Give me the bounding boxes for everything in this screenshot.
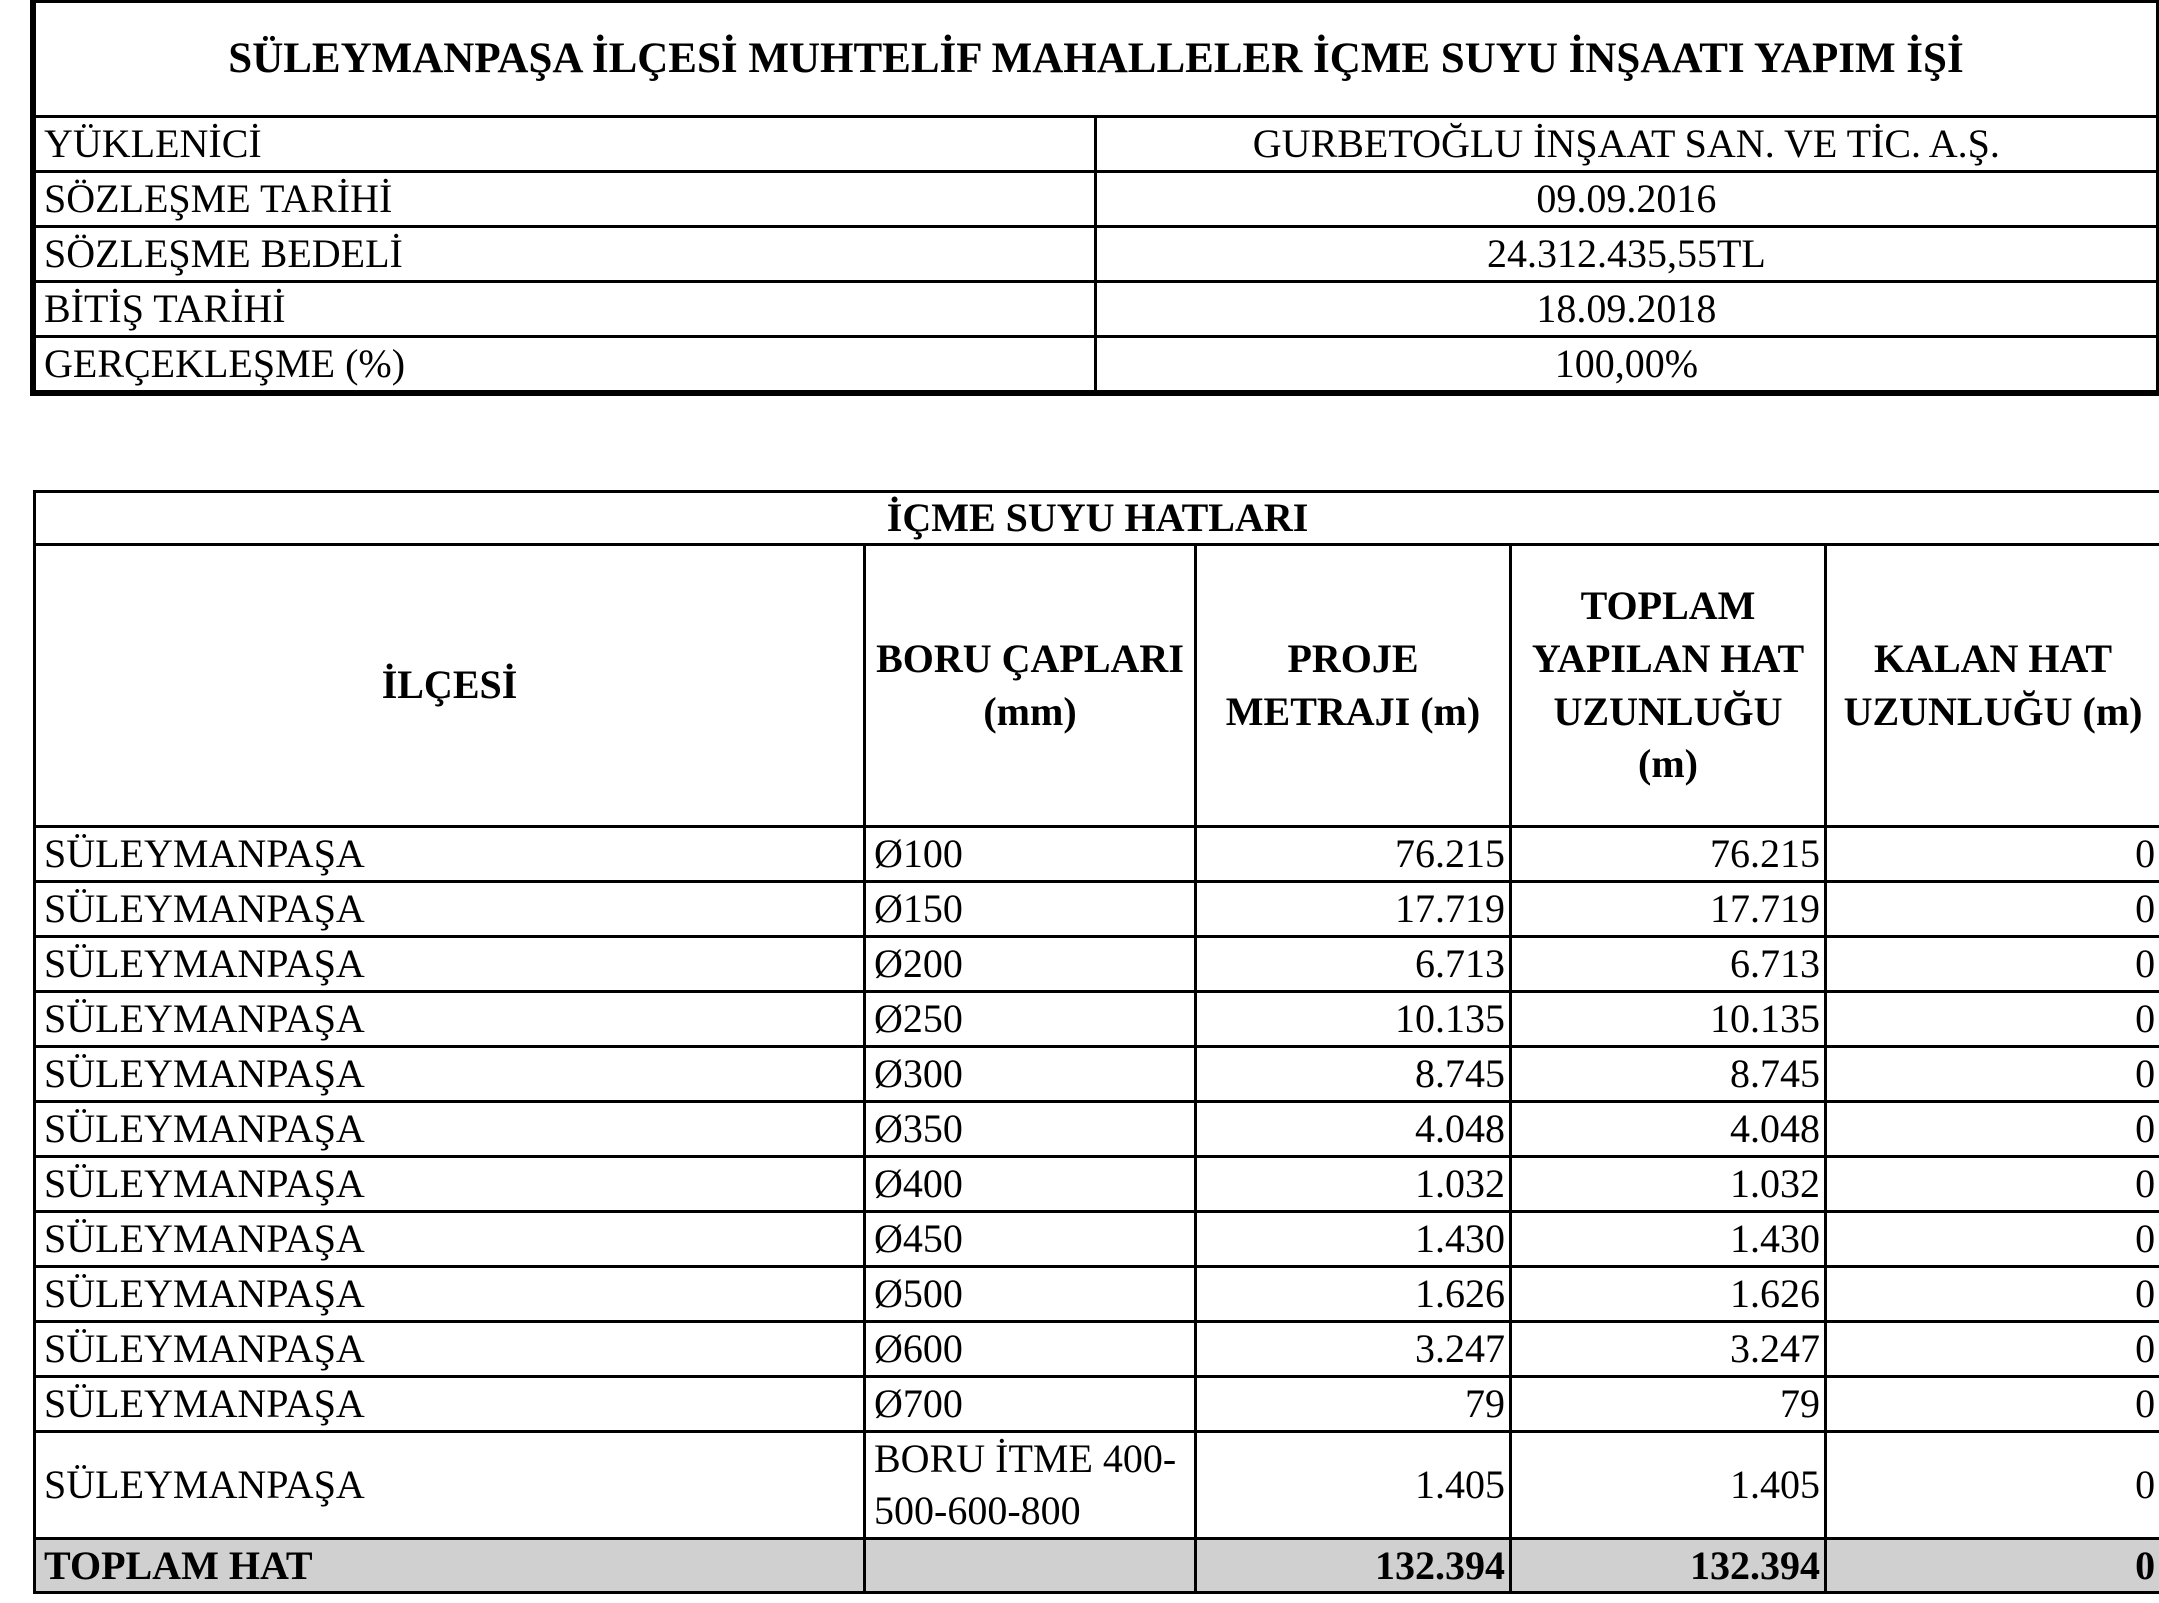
info-row-contract-amount bbox=[33, 227, 2158, 282]
table-row bbox=[35, 1322, 2159, 1377]
cell-diameter: Ø500 bbox=[865, 1267, 1196, 1322]
cell-project-length: 1.430 bbox=[1196, 1212, 1511, 1267]
cell-remaining-length: 0 bbox=[1826, 1377, 2159, 1432]
cell-diameter: Ø250 bbox=[865, 992, 1196, 1047]
column-header-project-length: PROJE METRAJI (m) bbox=[1196, 545, 1511, 827]
info-label: BİTİŞ TARİHİ bbox=[33, 282, 1095, 337]
total-row bbox=[35, 1539, 2159, 1593]
info-row-end-date bbox=[33, 282, 2158, 337]
column-header-remaining-length: KALAN HAT UZUNLUĞU (m) bbox=[1826, 545, 2159, 827]
cell-diameter: Ø350 bbox=[865, 1102, 1196, 1157]
table-row bbox=[35, 827, 2159, 882]
contract-info-table bbox=[30, 0, 2159, 396]
cell-diameter: Ø150 bbox=[865, 882, 1196, 937]
cell-remaining-length: 0 bbox=[1826, 992, 2159, 1047]
cell-remaining-length: 0 bbox=[1826, 1267, 2159, 1322]
cell-project-length: 3.247 bbox=[1196, 1322, 1511, 1377]
info-label: SÖZLEŞME TARİHİ bbox=[33, 172, 1095, 227]
section-title: İÇME SUYU HATLARI bbox=[35, 492, 2159, 545]
cell-project-length: 8.745 bbox=[1196, 1047, 1511, 1102]
cell-remaining-length: 0 bbox=[1826, 882, 2159, 937]
cell-remaining-length: 0 bbox=[1826, 1157, 2159, 1212]
column-header-district: İLÇESİ bbox=[35, 545, 865, 827]
header-row bbox=[35, 545, 2159, 827]
cell-remaining-length: 0 bbox=[1826, 1047, 2159, 1102]
cell-diameter: Ø300 bbox=[865, 1047, 1196, 1102]
cell-project-length: 10.135 bbox=[1196, 992, 1511, 1047]
cell-remaining-length: 0 bbox=[1826, 1322, 2159, 1377]
cell-remaining-length: 0 bbox=[1826, 1432, 2159, 1539]
cell-completed-length: 17.719 bbox=[1511, 882, 1826, 937]
cell-district: SÜLEYMANPAŞA bbox=[35, 992, 865, 1047]
cell-completed-length: 79 bbox=[1511, 1377, 1826, 1432]
cell-district: SÜLEYMANPAŞA bbox=[35, 1377, 865, 1432]
cell-project-length: 1.032 bbox=[1196, 1157, 1511, 1212]
table-row bbox=[35, 1377, 2159, 1432]
section-title-row bbox=[35, 492, 2159, 545]
cell-district: SÜLEYMANPAŞA bbox=[35, 1322, 865, 1377]
cell-project-length: 1.405 bbox=[1196, 1432, 1511, 1539]
table-body bbox=[35, 827, 2159, 1539]
info-label: GERÇEKLEŞME (%) bbox=[33, 337, 1095, 394]
cell-completed-length: 4.048 bbox=[1511, 1102, 1826, 1157]
cell-completed-length: 10.135 bbox=[1511, 992, 1826, 1047]
cell-project-length: 1.626 bbox=[1196, 1267, 1511, 1322]
table-row bbox=[35, 882, 2159, 937]
water-lines-table bbox=[33, 490, 2159, 1594]
info-label: SÖZLEŞME BEDELİ bbox=[33, 227, 1095, 282]
info-row-contract-date bbox=[33, 172, 2158, 227]
cell-diameter: Ø600 bbox=[865, 1322, 1196, 1377]
cell-completed-length: 3.247 bbox=[1511, 1322, 1826, 1377]
table-row bbox=[35, 937, 2159, 992]
cell-district: SÜLEYMANPAŞA bbox=[35, 1267, 865, 1322]
cell-completed-length: 1.626 bbox=[1511, 1267, 1826, 1322]
cell-remaining-length: 0 bbox=[1826, 937, 2159, 992]
table-row bbox=[35, 1157, 2159, 1212]
cell-district: SÜLEYMANPAŞA bbox=[35, 1432, 865, 1539]
cell-remaining-length: 0 bbox=[1826, 1212, 2159, 1267]
column-header-completed-length: TOPLAM YAPILAN HAT UZUNLUĞU (m) bbox=[1511, 545, 1826, 827]
document-title: SÜLEYMANPAŞA İLÇESİ MUHTELİF MAHALLELER İÇME SUYU İNŞAATI YAPIM İŞİ bbox=[33, 2, 2158, 117]
cell-district: SÜLEYMANPAŞA bbox=[35, 1102, 865, 1157]
cell-completed-length: 1.032 bbox=[1511, 1157, 1826, 1212]
cell-diameter: Ø100 bbox=[865, 827, 1196, 882]
cell-district: SÜLEYMANPAŞA bbox=[35, 1212, 865, 1267]
title-row bbox=[33, 2, 2158, 117]
table-row bbox=[35, 1267, 2159, 1322]
cell-diameter: Ø700 bbox=[865, 1377, 1196, 1432]
total-diameter bbox=[865, 1539, 1196, 1593]
cell-completed-length: 1.405 bbox=[1511, 1432, 1826, 1539]
cell-completed-length: 6.713 bbox=[1511, 937, 1826, 992]
cell-project-length: 76.215 bbox=[1196, 827, 1511, 882]
cell-project-length: 6.713 bbox=[1196, 937, 1511, 992]
cell-district: SÜLEYMANPAŞA bbox=[35, 1157, 865, 1212]
cell-diameter: Ø400 bbox=[865, 1157, 1196, 1212]
info-value: 24.312.435,55TL bbox=[1095, 227, 2157, 282]
info-row-contractor bbox=[33, 117, 2158, 172]
column-header-diameter: BORU ÇAPLARI (mm) bbox=[865, 545, 1196, 827]
info-row-completion bbox=[33, 337, 2158, 394]
cell-project-length: 79 bbox=[1196, 1377, 1511, 1432]
info-value: GURBETOĞLU İNŞAAT SAN. VE TİC. A.Ş. bbox=[1095, 117, 2157, 172]
cell-district: SÜLEYMANPAŞA bbox=[35, 882, 865, 937]
info-value: 18.09.2018 bbox=[1095, 282, 2157, 337]
cell-remaining-length: 0 bbox=[1826, 1102, 2159, 1157]
cell-diameter: BORU İTME 400-500-600-800 bbox=[865, 1432, 1196, 1539]
cell-project-length: 17.719 bbox=[1196, 882, 1511, 937]
cell-completed-length: 1.430 bbox=[1511, 1212, 1826, 1267]
table-row bbox=[35, 992, 2159, 1047]
cell-completed-length: 8.745 bbox=[1511, 1047, 1826, 1102]
cell-district: SÜLEYMANPAŞA bbox=[35, 1047, 865, 1102]
table-row bbox=[35, 1432, 2159, 1539]
cell-diameter: Ø450 bbox=[865, 1212, 1196, 1267]
cell-completed-length: 76.215 bbox=[1511, 827, 1826, 882]
table-row bbox=[35, 1102, 2159, 1157]
info-value: 09.09.2016 bbox=[1095, 172, 2157, 227]
table-row bbox=[35, 1047, 2159, 1102]
total-label: TOPLAM HAT bbox=[35, 1539, 865, 1593]
cell-remaining-length: 0 bbox=[1826, 827, 2159, 882]
cell-district: SÜLEYMANPAŞA bbox=[35, 937, 865, 992]
cell-diameter: Ø200 bbox=[865, 937, 1196, 992]
total-remaining: 0 bbox=[1826, 1539, 2159, 1593]
total-done: 132.394 bbox=[1511, 1539, 1826, 1593]
cell-project-length: 4.048 bbox=[1196, 1102, 1511, 1157]
table-row bbox=[35, 1212, 2159, 1267]
info-label: YÜKLENİCİ bbox=[33, 117, 1095, 172]
total-project: 132.394 bbox=[1196, 1539, 1511, 1593]
cell-district: SÜLEYMANPAŞA bbox=[35, 827, 865, 882]
info-value: 100,00% bbox=[1095, 337, 2157, 394]
